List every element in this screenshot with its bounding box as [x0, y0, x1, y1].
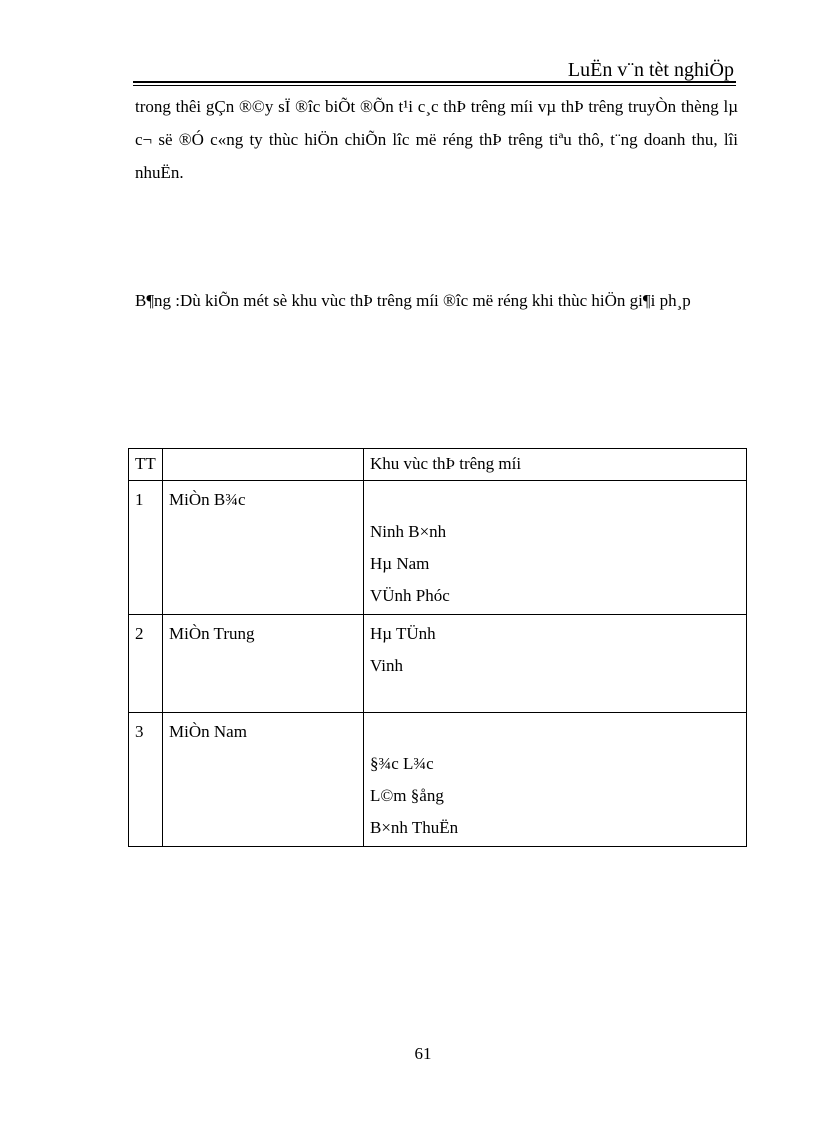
running-header-title: LuËn v¨n tèt nghiÖp — [567, 59, 734, 81]
cell-tt: 1 — [129, 481, 163, 615]
intro-paragraph: trong thêi gÇn ®©y sÏ ®îc biÕt ®Õn t¹i c¸c thÞ trêng míi vµ thÞ trêng truyÒn thèng lµ c¬ së ®Ó c«ng ty thùc hiÖn chiÕn lîc më réng thÞ trêng tiªu thô, t¨ng doanh thu, lîi nhuËn. — [135, 97, 738, 182]
header-cell-tt: TT — [129, 449, 163, 481]
cell-areas — [364, 481, 747, 615]
table-header-row — [129, 449, 747, 481]
market-regions-table — [128, 448, 747, 847]
cell-tt: 2 — [129, 615, 163, 713]
cell-region: MiÒn Trung — [163, 615, 364, 713]
table-row — [129, 481, 747, 615]
area-item: §¾c L¾c — [370, 754, 434, 773]
area-item: Hµ Nam — [370, 554, 430, 573]
table-row — [129, 615, 747, 713]
cell-tt: 3 — [129, 713, 163, 847]
area-item: Vinh — [370, 656, 403, 675]
header-rule — [133, 81, 736, 83]
cell-spacer — [370, 484, 740, 516]
area-item: Ninh B×nh — [370, 522, 447, 541]
cell-areas — [364, 713, 747, 847]
cell-region: MiÒn Nam — [163, 713, 364, 847]
cell-spacer — [370, 716, 740, 748]
area-item: Hµ TÜnh — [370, 624, 436, 643]
header-cell-region — [163, 449, 364, 481]
header-rule-thin — [133, 85, 736, 86]
table-row — [129, 713, 747, 847]
cell-region: MiÒn B¾c — [163, 481, 364, 615]
table-caption: B¶ng :Dù kiÕn mét sè khu vùc thÞ trêng míi ®îc më réng khi thùc hiÖn gi¶i ph¸p — [135, 291, 691, 310]
header-cell-new-markets: Khu vùc thÞ trêng míi — [364, 449, 747, 481]
area-item: L©m §ång — [370, 786, 444, 805]
area-item: B×nh ThuËn — [370, 818, 459, 837]
cell-areas — [364, 615, 747, 713]
page-number: 61 — [414, 1044, 432, 1063]
area-item: VÜnh Phóc — [370, 586, 450, 605]
